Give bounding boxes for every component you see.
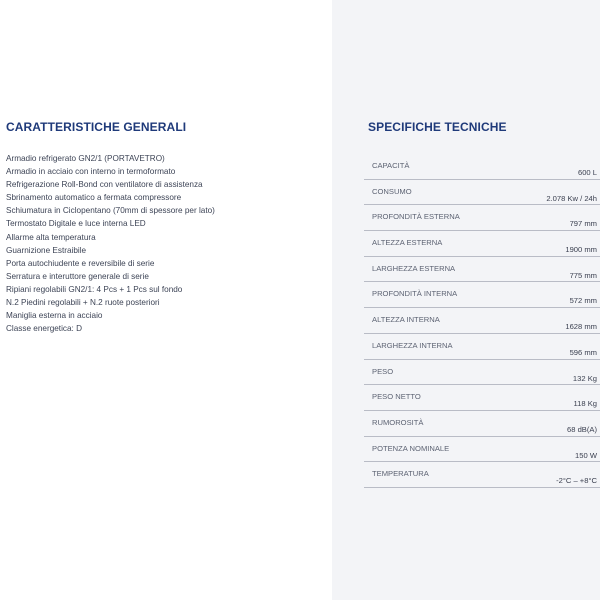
spec-row-external-width xyxy=(364,257,600,283)
spec-row-internal-height xyxy=(364,308,600,334)
feature-item: Ripiani regolabili GN2/1: 4 Pcs + 1 Pcs sul fondo xyxy=(6,284,183,294)
feature-item: Maniglia esterna in acciaio xyxy=(6,311,103,321)
spec-label: PESO xyxy=(372,366,394,376)
spec-row-internal-width xyxy=(364,334,600,360)
spec-row-temperature xyxy=(364,462,600,488)
feature-item: Termostato Digitale e luce interna LED xyxy=(6,219,146,229)
spec-label: PROFONDITÀ INTERNA xyxy=(372,289,458,299)
spec-value: 118 Kg xyxy=(573,399,597,409)
spec-label: RUMOROSITÀ xyxy=(372,417,424,427)
spec-label: ALTEZZA INTERNA xyxy=(372,315,440,325)
feature-item: Allarme alta temperatura xyxy=(6,232,96,242)
spec-row-net-weight xyxy=(364,385,600,411)
feature-item: Sbrinamento automatico a fermata compressore xyxy=(6,193,182,203)
spec-row-noise xyxy=(364,411,600,437)
spec-value: 2.078 Kw / 24h xyxy=(546,193,597,203)
spec-label: CONSUMO xyxy=(372,186,412,196)
features-list xyxy=(6,152,215,335)
spec-label: LARGHEZZA INTERNA xyxy=(372,340,453,350)
spec-row-weight xyxy=(364,360,600,386)
spec-label: PESO NETTO xyxy=(372,392,421,402)
spec-label: PROFONDITÀ ESTERNA xyxy=(372,212,460,222)
feature-item: Serratura e interuttore generale di serie xyxy=(6,271,149,281)
spec-value: 68 dB(A) xyxy=(567,424,597,434)
technical-specs-title: SPECIFICHE TECNICHE xyxy=(368,120,507,134)
feature-item: N.2 Piedini regolabili + N.2 ruote posteriori xyxy=(6,298,160,308)
spec-label: CAPACITÀ xyxy=(372,161,410,170)
feature-item: Porta autochiudente e reversibile di serie xyxy=(6,258,155,268)
feature-item: Armadio refrigerato GN2/1 (PORTAVETRO) xyxy=(6,154,165,163)
spec-value: 572 mm xyxy=(569,296,597,306)
spec-value: -2°C – +8°C xyxy=(556,476,597,486)
spec-value: 150 W xyxy=(575,450,597,460)
spec-value: 600 L xyxy=(577,168,597,177)
spec-row-nominal-power xyxy=(364,437,600,463)
spec-row-external-depth xyxy=(364,205,600,231)
spec-value: 1628 mm xyxy=(565,322,597,332)
spec-row-internal-depth xyxy=(364,282,600,308)
feature-item: Classe energetica: D xyxy=(6,324,82,334)
feature-item: Schiumatura in Ciclopentano (70mm di spessore per lato) xyxy=(6,206,215,216)
spec-row-consumption xyxy=(364,180,600,206)
spec-label: POTENZA NOMINALE xyxy=(372,443,450,453)
spec-value: 1900 mm xyxy=(565,245,597,255)
spec-label: LARGHEZZA ESTERNA xyxy=(372,263,456,273)
spec-value: 775 mm xyxy=(569,270,597,280)
spec-label: ALTEZZA ESTERNA xyxy=(372,238,443,248)
feature-item: Guarnizione Estraibile xyxy=(6,245,87,255)
technical-specs-panel xyxy=(332,0,600,600)
specs-table xyxy=(364,154,600,488)
spec-row-external-height xyxy=(364,231,600,257)
feature-item: Refrigerazione Roll-Bond con ventilatore di assistenza xyxy=(6,180,203,190)
spec-value: 132 Kg xyxy=(572,373,597,383)
general-features-title: CARATTERISTICHE GENERALI xyxy=(6,120,187,134)
spec-label: TEMPERATURA xyxy=(372,469,429,479)
feature-item: Armadio in acciaio con interno in termoformato xyxy=(6,167,176,177)
spec-row-capacity xyxy=(364,154,600,180)
spec-value: 797 mm xyxy=(569,219,597,229)
spec-value: 596 mm xyxy=(569,347,597,357)
